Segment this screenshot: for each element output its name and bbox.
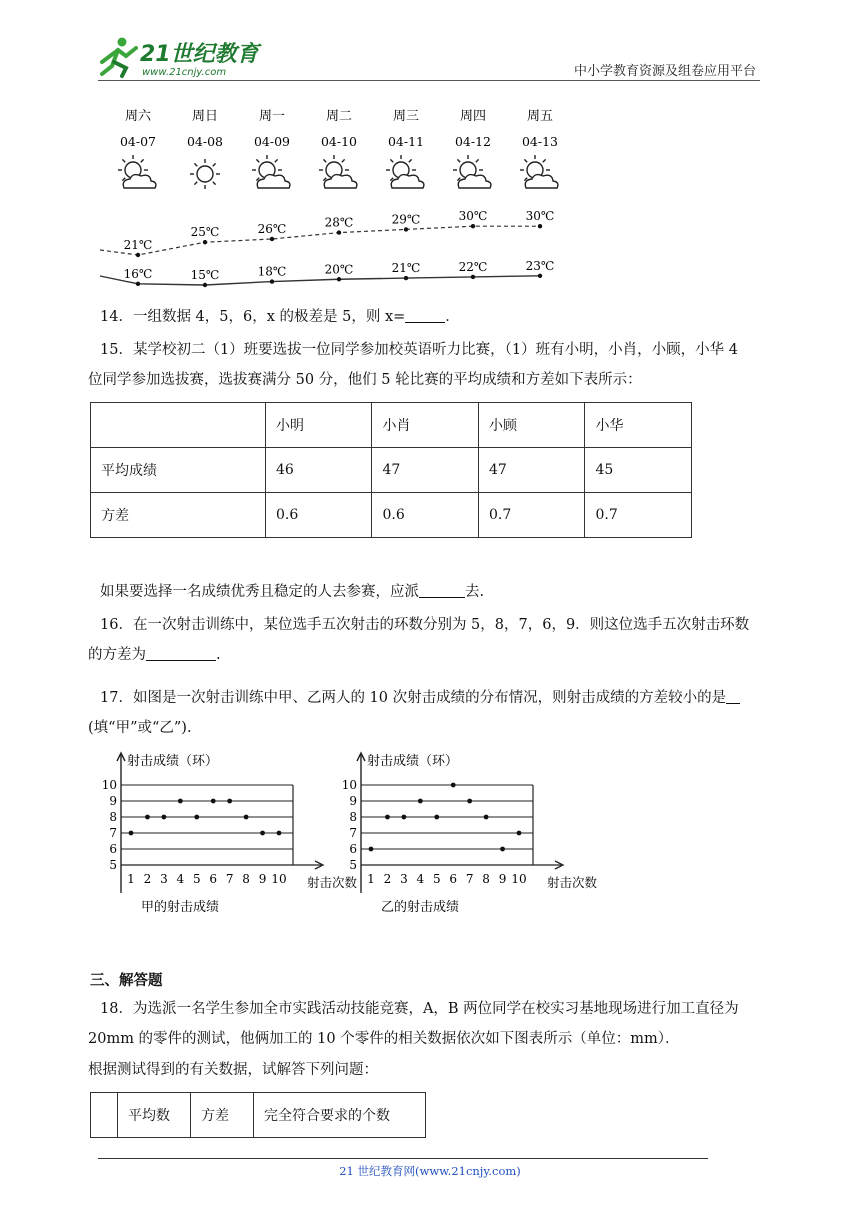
answer-blank [146,646,216,662]
data-point [211,799,216,804]
data-point [517,831,522,836]
table-cell: 0.6 [265,493,372,538]
table-row [91,448,692,493]
y-tick-label: 10 [101,778,117,792]
x-tick-label: 2 [383,872,392,886]
low-temp-label: 16℃ [123,266,153,281]
low-temp-point [538,274,542,278]
weather-forecast [90,100,570,300]
weather-day [252,109,290,188]
date-label: 04-12 [454,134,492,149]
low-temp-label: 20℃ [324,262,354,277]
table-cell [91,403,266,448]
data-point [244,815,249,820]
table-cell: 平均数 [118,1093,191,1138]
date-label: 04-09 [253,134,291,149]
x-tick-label: 1 [127,872,135,886]
y-tick-label: 6 [349,842,357,856]
high-temp-label: 26℃ [257,222,287,236]
x-axis-label: 射击次数 [307,875,358,890]
y-tick-label: 8 [349,810,357,824]
data-point [260,831,265,836]
table-cell: 47 [478,448,585,493]
data-point [401,815,406,820]
x-tick-label: 8 [482,872,490,886]
sun-cloud-icon [252,155,290,188]
sun-cloud-icon [386,155,424,188]
x-tick-label: 7 [465,872,474,886]
x-tick-label: 6 [209,872,218,886]
weekday-label: 周四 [459,109,487,124]
answer-blank [405,308,445,324]
data-point [178,799,183,804]
table-cell: 47 [372,448,479,493]
sun-cloud-icon [453,155,491,188]
low-temp-point [136,282,140,286]
x-tick-label: 3 [400,872,408,886]
data-point [277,831,282,836]
y-tick-label: 5 [349,858,357,872]
table-cell: 45 [585,448,692,493]
date-label: 04-13 [521,134,559,149]
footer-text: 21 世纪教育网(www.21cnjy.com) [339,1164,521,1178]
high-temp-point [270,237,274,241]
y-axis-label: 射击成绩（环） [367,754,459,769]
low-temp-label: 15℃ [190,268,220,282]
answer-blank [419,583,465,599]
weekday-label: 周日 [191,109,219,124]
data-point [385,815,390,820]
sun-cloud-icon [520,155,558,188]
x-tick-label: 4 [176,872,185,886]
y-tick-label: 7 [349,826,357,840]
data-point [434,815,439,820]
logo [92,34,262,80]
table-cell: 平均成绩 [91,448,266,493]
data-point [129,831,134,836]
data-point [467,799,472,804]
data-point [227,799,232,804]
low-temp-label: 21℃ [391,261,421,276]
data-point [194,815,199,820]
answer-blank [726,689,740,705]
weekday-label: 周二 [325,109,353,124]
sun-cloud-icon [319,155,357,188]
x-tick-label: 7 [225,872,234,886]
x-tick-label: 2 [143,872,152,886]
table-cell [91,1093,118,1138]
x-tick-label: 9 [258,872,267,886]
low-temp-label: 18℃ [257,264,287,279]
x-tick-label: 5 [192,872,201,886]
low-temp-point [337,277,341,281]
table-cell: 0.6 [372,493,479,538]
weekday-label: 周六 [124,109,152,124]
table-cell: 小肖 [372,403,479,448]
question-14: 14．一组数据 4，5，6，x 的极差是 5，则 x= ． [100,309,460,325]
table-cell: 小顾 [478,403,585,448]
high-temp-point [136,253,140,257]
y-tick-label: 5 [109,858,117,872]
high-temp-label: 30℃ [458,209,488,224]
runner-logo-icon [102,38,136,77]
low-temp-point [270,279,274,283]
date-label: 04-07 [119,134,157,149]
q18-table [90,1092,426,1138]
x-tick-label: 3 [160,872,168,886]
y-tick-label: 9 [349,794,357,808]
section-title: 三、解答题 [90,973,163,989]
high-temp-label: 25℃ [190,225,220,240]
chart-jia [95,745,358,924]
date-label: 04-10 [320,134,358,149]
table-cell: 小华 [585,403,692,448]
high-temp-point [471,224,475,228]
footer-divider [98,1158,708,1159]
x-tick-label: 4 [416,872,425,886]
header-divider [98,80,760,81]
data-point [145,815,150,820]
table-cell: 完全符合要求的个数 [254,1093,426,1138]
low-temp-label: 23℃ [525,258,555,273]
weekday-label: 周五 [526,109,554,124]
high-temp-label: 30℃ [525,209,555,224]
date-label: 04-11 [387,134,425,149]
question-17: 17．如图是一次射击训练中甲、乙两人的 10 次射击成绩的分布情况，则射击成绩的方差较小的是 (填“甲”或“乙”). [100,686,780,742]
table-cell: 0.7 [478,493,585,538]
high-temp-point [538,224,542,228]
logo-sub: www.21cnjy.com [142,67,227,78]
y-axis-label: 射击成绩（环） [127,754,219,769]
weather-day [187,109,223,189]
data-point [161,815,166,820]
x-tick-label: 6 [449,872,458,886]
table-row [91,1093,426,1138]
weather-day [118,109,156,188]
low-temp-point [404,276,408,280]
table-cell: 方差 [191,1093,254,1138]
table-cell: 0.7 [585,493,692,538]
chart-yi [335,745,598,924]
y-tick-label: 7 [109,826,117,840]
question-16: 16．在一次射击训练中，某位选手五次射击的环数分别为 5，8，7，6，9．则这位选手五次射击环数 的方差为 . [88,617,750,664]
weather-day [453,109,491,188]
chart-title: 甲的射击成绩 [141,900,220,915]
x-axis-label: 射击次数 [547,875,598,890]
date-label: 04-08 [186,134,224,149]
logo-main: 21世纪教育 [140,42,259,67]
data-point [484,815,489,820]
question-18: 18．为选派一名学生参加全市实践活动技能竞赛，A，B 两位同学在校实习基地现场进行加工直径为 20mm 的零件的测试，他俩加工的 10 个零件的相关数据依次如下图表所示（单位：mm）． 根据测试得到的有关数据，试解答下列问题： [88,1001,739,1078]
weather-day [386,109,424,188]
high-temp-label: 21℃ [123,238,153,252]
x-tick-label: 8 [242,872,250,886]
table-row [91,403,692,448]
x-tick-label: 1 [367,872,375,886]
weather-day [520,109,558,188]
x-tick-label: 5 [432,872,441,886]
question-15: 15．某学校初二（1）班要选拔一位同学参加校英语听力比赛，（1）班有小明，小肖，小顾，小华 4 位同学参加选拔赛，选拔赛满分 50 分，他们 5 轮比赛的平均成绩和方差如下表所示： [88,342,738,389]
weekday-label: 周三 [392,109,420,124]
y-tick-label: 6 [109,842,117,856]
high-temp-point [404,227,408,231]
table-cell: 小明 [265,403,372,448]
data-point [500,847,505,852]
data-point [369,847,374,852]
high-temp-point [203,240,207,244]
table-row [91,493,692,538]
x-tick-label: 10 [511,872,527,886]
question-15-prompt: 如果要选择一名成绩优秀且稳定的人去参赛，应派 去. [100,584,485,600]
high-temp-point [337,230,341,234]
sun-cloud-icon [118,155,156,188]
chart-title: 乙的射击成绩 [381,900,460,915]
y-tick-label: 9 [109,794,117,808]
high-temp-label: 29℃ [391,212,421,227]
data-point [418,799,423,804]
score-table [90,402,692,538]
platform-name: 中小学教育资源及组卷应用平台 [573,64,756,79]
low-temp-label: 22℃ [458,259,488,274]
table-cell: 46 [265,448,372,493]
y-tick-label: 10 [341,778,357,792]
x-tick-label: 10 [271,872,287,886]
low-temp-point [203,283,207,287]
high-temp-line [100,226,540,255]
x-tick-label: 9 [498,872,507,886]
high-temp-label: 28℃ [324,215,354,230]
data-point [451,783,456,788]
table-cell: 方差 [91,493,266,538]
sun-icon [190,159,220,189]
y-tick-label: 8 [109,810,117,824]
weather-day [319,109,357,188]
weekday-label: 周一 [258,109,286,124]
low-temp-point [471,275,475,279]
